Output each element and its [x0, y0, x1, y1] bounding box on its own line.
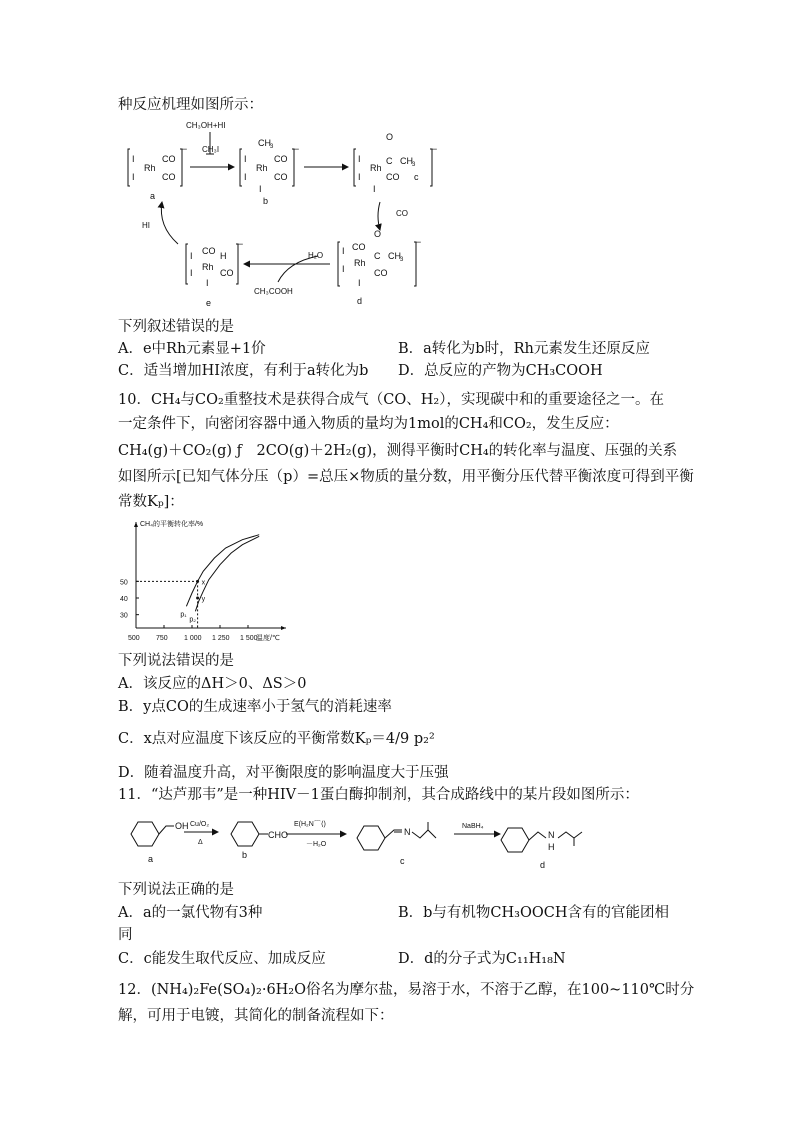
q11-option-a: A．a的一氯代物有3种: [118, 905, 263, 921]
svg-text:I: I: [358, 154, 361, 164]
q10-option-a: A．该反应的ΔH＞0、ΔS＞0: [118, 676, 307, 692]
svg-text:3: 3: [270, 144, 274, 150]
reagent-ch3i: CH₃I: [202, 145, 220, 154]
svg-text:H: H: [220, 251, 227, 261]
y-tick-label: 30: [120, 612, 128, 620]
svg-text:CH: CH: [258, 138, 271, 148]
q12-line-2: 解，可用于电镀，其简化的制备流程如下：: [118, 1008, 394, 1024]
q9-option-c: C．适当增加HI浓度，有利于a转化为b: [118, 363, 369, 379]
point-label-x: x: [201, 579, 206, 587]
q11-option-c: C．c能发生取代反应、加成反应: [118, 951, 326, 967]
svg-text:3: 3: [400, 257, 404, 263]
mechanism-diagram: [118, 116, 448, 314]
y-tick-label: 40: [120, 596, 128, 603]
q11-stem: 下列说法正确的是: [118, 882, 234, 898]
product-ch3cooh: CH₃COOH: [254, 287, 293, 296]
label-b: b: [242, 850, 248, 860]
reagent-cu-o2: Cu/O₂: [190, 821, 210, 828]
label-n-imine: N: [404, 827, 411, 837]
reagent-ch3oh-hi: CH₃OH+HI: [186, 121, 226, 130]
svg-text:I: I: [342, 264, 345, 274]
label-e: e: [206, 298, 212, 308]
q10-option-d: D．随着温度升高，对平衡限度的影响温度大于压强: [118, 765, 449, 781]
svg-text:CO: CO: [274, 154, 288, 164]
svg-text:Rh: Rh: [202, 262, 214, 272]
svg-text:I: I: [373, 184, 376, 194]
label-c: c: [414, 172, 419, 182]
x-tick-label: 1 500: [240, 635, 258, 642]
x-tick-label: 1 250: [212, 635, 230, 642]
point-y: [196, 597, 199, 600]
svg-text:CO: CO: [220, 268, 234, 278]
q9-option-a: A．e中Rh元素显+1价: [118, 341, 266, 357]
series-line-1: [186, 535, 259, 607]
label-oh: OH: [175, 821, 189, 831]
svg-text:I: I: [358, 278, 361, 288]
complex-c: [354, 132, 437, 194]
svg-text:CH: CH: [388, 251, 401, 261]
complex-d: [338, 229, 421, 306]
complex-b: [240, 138, 299, 206]
svg-text:Rh: Rh: [144, 163, 156, 173]
q10-line-2: 一定条件下，向密闭容器中通入物质的量均为1mol的CH₄和CO₂，发生反应：: [118, 416, 619, 432]
svg-text:I: I: [132, 154, 135, 164]
svg-text:−: −: [182, 144, 188, 154]
complex-e: [186, 239, 243, 308]
y-tick-label: 50: [120, 579, 128, 587]
x-axis-arrow: [281, 626, 286, 630]
q12-line-1: 12．(NH₄)₂Fe(SO₄)₂·6H₂O俗名为摩尔盐，易溶于水，不溶于乙醇，在100~110℃时分: [118, 982, 695, 998]
svg-text:CO: CO: [374, 268, 388, 278]
label-c: c: [400, 856, 405, 866]
reagent-h2o: H₂O: [308, 251, 324, 260]
svg-text:−: −: [416, 237, 422, 247]
q11-option-b: B．b与有机物CH₃OOCH含有的官能团相: [398, 905, 670, 921]
point-x: [196, 580, 199, 583]
reagent-nabh4: NaBH₄: [462, 823, 484, 830]
svg-text:I: I: [259, 184, 262, 194]
label-b: b: [263, 196, 269, 206]
q10-line-3: CH₄(g)＋CO₂(g) ƒ 2CO(g)＋2H₂(g)，测得平衡时CH₄的转化率与温度、压强的关系: [118, 443, 678, 459]
label-cho: CHO: [268, 830, 288, 840]
q10-line-1: 10．CH₄与CO₂重整技术是获得合成气（CO、H₂），实现碳中和的重要途径之一。在: [118, 392, 664, 408]
svg-text:I: I: [342, 246, 345, 256]
q9-stem: 下列叙述错误的是: [118, 319, 234, 335]
series-label-2: p₂: [189, 616, 196, 624]
q11-option-d: D．d的分子式为C₁₁H₁₈N: [398, 951, 566, 967]
reagent-e: E(H₂N⌒⟨): [294, 821, 326, 828]
svg-text:Rh: Rh: [370, 163, 382, 173]
svg-text:3: 3: [412, 162, 416, 168]
point-label-y: y: [201, 596, 206, 603]
q10-line-4: 如图所示[已知气体分压（p）=总压×物质的量分数，用平衡分压代替平衡浓度可得到平衡: [118, 469, 694, 485]
x-tick-label: 500: [128, 635, 140, 642]
q10-stem: 下列说法错误的是: [118, 653, 234, 669]
q9-option-b: B．a转化为b时，Rh元素发生还原反应: [398, 341, 650, 357]
svg-text:O: O: [374, 229, 382, 239]
label-h-amine: H: [548, 842, 555, 852]
x-tick-label: 1 000: [184, 635, 202, 642]
svg-text:CH: CH: [400, 156, 413, 166]
q10-option-c: C．x点对应温度下该反应的平衡常数Kₚ＝4/9 p₂²: [118, 731, 435, 747]
q11-option-b-cont: 同: [118, 927, 133, 943]
svg-text:−: −: [294, 144, 300, 154]
x-tick-label: 750: [156, 635, 168, 642]
svg-text:I: I: [244, 172, 247, 182]
svg-text:I: I: [190, 251, 193, 261]
intro-text: 种反应机理如图所示：: [118, 97, 263, 113]
svg-text:I: I: [132, 172, 135, 182]
svg-text:CO: CO: [162, 172, 176, 182]
svg-text:O: O: [386, 132, 394, 142]
label-d: d: [540, 860, 546, 870]
svg-text:C: C: [374, 251, 381, 261]
svg-text:Rh: Rh: [256, 163, 268, 173]
q10-line-5: 常数Kₚ]：: [118, 494, 184, 510]
q10-option-b: B．y点CO的生成速率小于氢气的消耗速率: [118, 699, 392, 715]
svg-text:I: I: [206, 278, 209, 288]
svg-text:I: I: [358, 172, 361, 182]
label-a: a: [150, 191, 156, 201]
q11-line-1: 11．“达芦那韦”是一种HIV－1蛋白酶抑制剂，其合成路线中的某片段如图所示：: [118, 787, 639, 803]
q9-option-d: D．总反应的产物为CH₃COOH: [398, 363, 603, 379]
svg-text:−: −: [432, 144, 438, 154]
y-axis-arrow: [134, 522, 138, 527]
x-axis-label: 温度/℃: [256, 635, 280, 642]
svg-text:CO: CO: [274, 172, 288, 182]
reagent-co: CO: [396, 209, 408, 218]
svg-text:CO: CO: [386, 172, 400, 182]
svg-text:I: I: [190, 268, 193, 278]
svg-text:C: C: [386, 156, 393, 166]
svg-text:CO: CO: [162, 154, 176, 164]
svg-text:CO: CO: [352, 242, 366, 252]
series-label-1: p₁: [180, 611, 187, 619]
reagent-minus-h2o: －H₂O: [306, 841, 327, 848]
svg-text:−: −: [238, 239, 244, 249]
label-d: d: [357, 296, 363, 306]
synthesis-route-diagram: [118, 808, 598, 876]
conversion-chart: [118, 516, 358, 644]
svg-text:Rh: Rh: [354, 258, 366, 268]
complex-a: [128, 144, 187, 201]
svg-text:CO: CO: [202, 246, 216, 256]
label-a: a: [148, 854, 154, 864]
y-axis-label: CH₄的平衡转化率/%: [140, 521, 204, 528]
label-n-amine: N: [548, 830, 555, 840]
product-hi: HI: [142, 221, 150, 230]
svg-text:I: I: [244, 154, 247, 164]
reagent-heat: Δ: [198, 839, 203, 846]
